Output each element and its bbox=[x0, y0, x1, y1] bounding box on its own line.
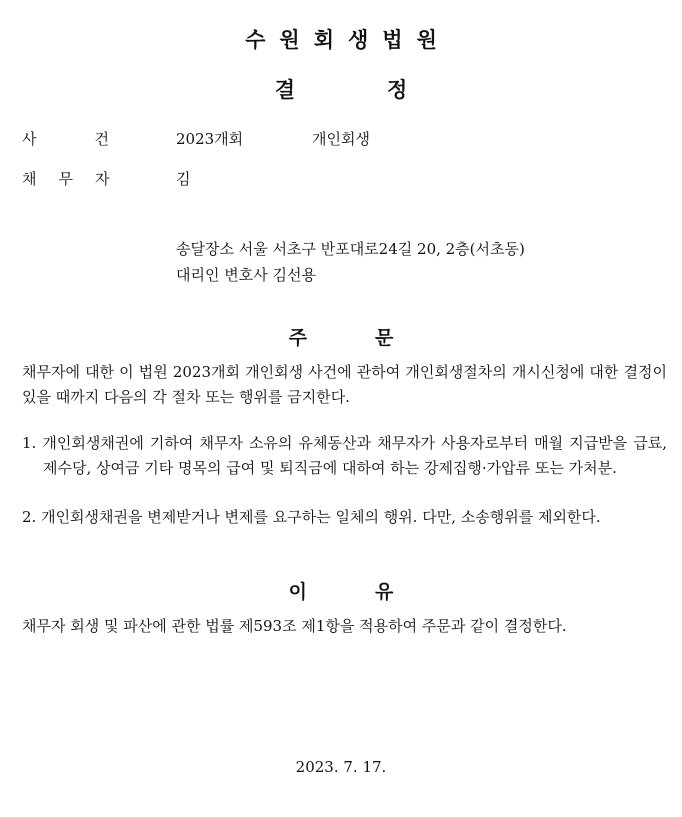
case-number: 2023개회 bbox=[176, 130, 244, 148]
reason-paragraph: 채무자 회생 및 파산에 관한 법률 제593조 제1항을 적용하여 주문과 같이 결정한다. bbox=[22, 617, 567, 635]
reason-heading: 이유 bbox=[288, 581, 462, 603]
service-address: 송달장소 서울 서초구 반포대로24길 20, 2층(서초동) bbox=[176, 240, 525, 258]
legal-agent: 대리인 변호사 김선용 bbox=[176, 266, 316, 284]
debtor-name: 김 bbox=[176, 170, 191, 188]
order-item-1: 1. 개인회생채권에 기하여 채무자 소유의 유체동산과 채무자가 사용자로부터 매월 지급받을 급료, 제수당, 상여금 기타 명목의 급여 및 퇴직금에 대하여 하는 강제집행·가압류 또는 가처분. bbox=[22, 434, 667, 477]
decision-date: 2023. 7. 17. bbox=[295, 758, 387, 776]
debtor-label: 채무자 bbox=[22, 170, 132, 188]
court-name: 수원회생법원 bbox=[245, 28, 451, 52]
order-item-2: 2. 개인회생채권을 변제받거나 변제를 요구하는 일체의 행위. 다만, 소송행위를 제외한다. bbox=[22, 508, 601, 526]
case-type: 개인회생 bbox=[312, 130, 370, 148]
document-type-title: 결정 bbox=[274, 78, 500, 102]
order-intro-paragraph: 채무자에 대한 이 법원 2023개회 개인회생 사건에 관하여 개인회생절차의 개시신청에 대한 결정이 있을 때까지 다음의 각 절차 또는 행위를 금지한다. bbox=[22, 363, 667, 406]
case-label: 사건 bbox=[22, 130, 167, 148]
order-heading: 주문 bbox=[288, 327, 462, 349]
